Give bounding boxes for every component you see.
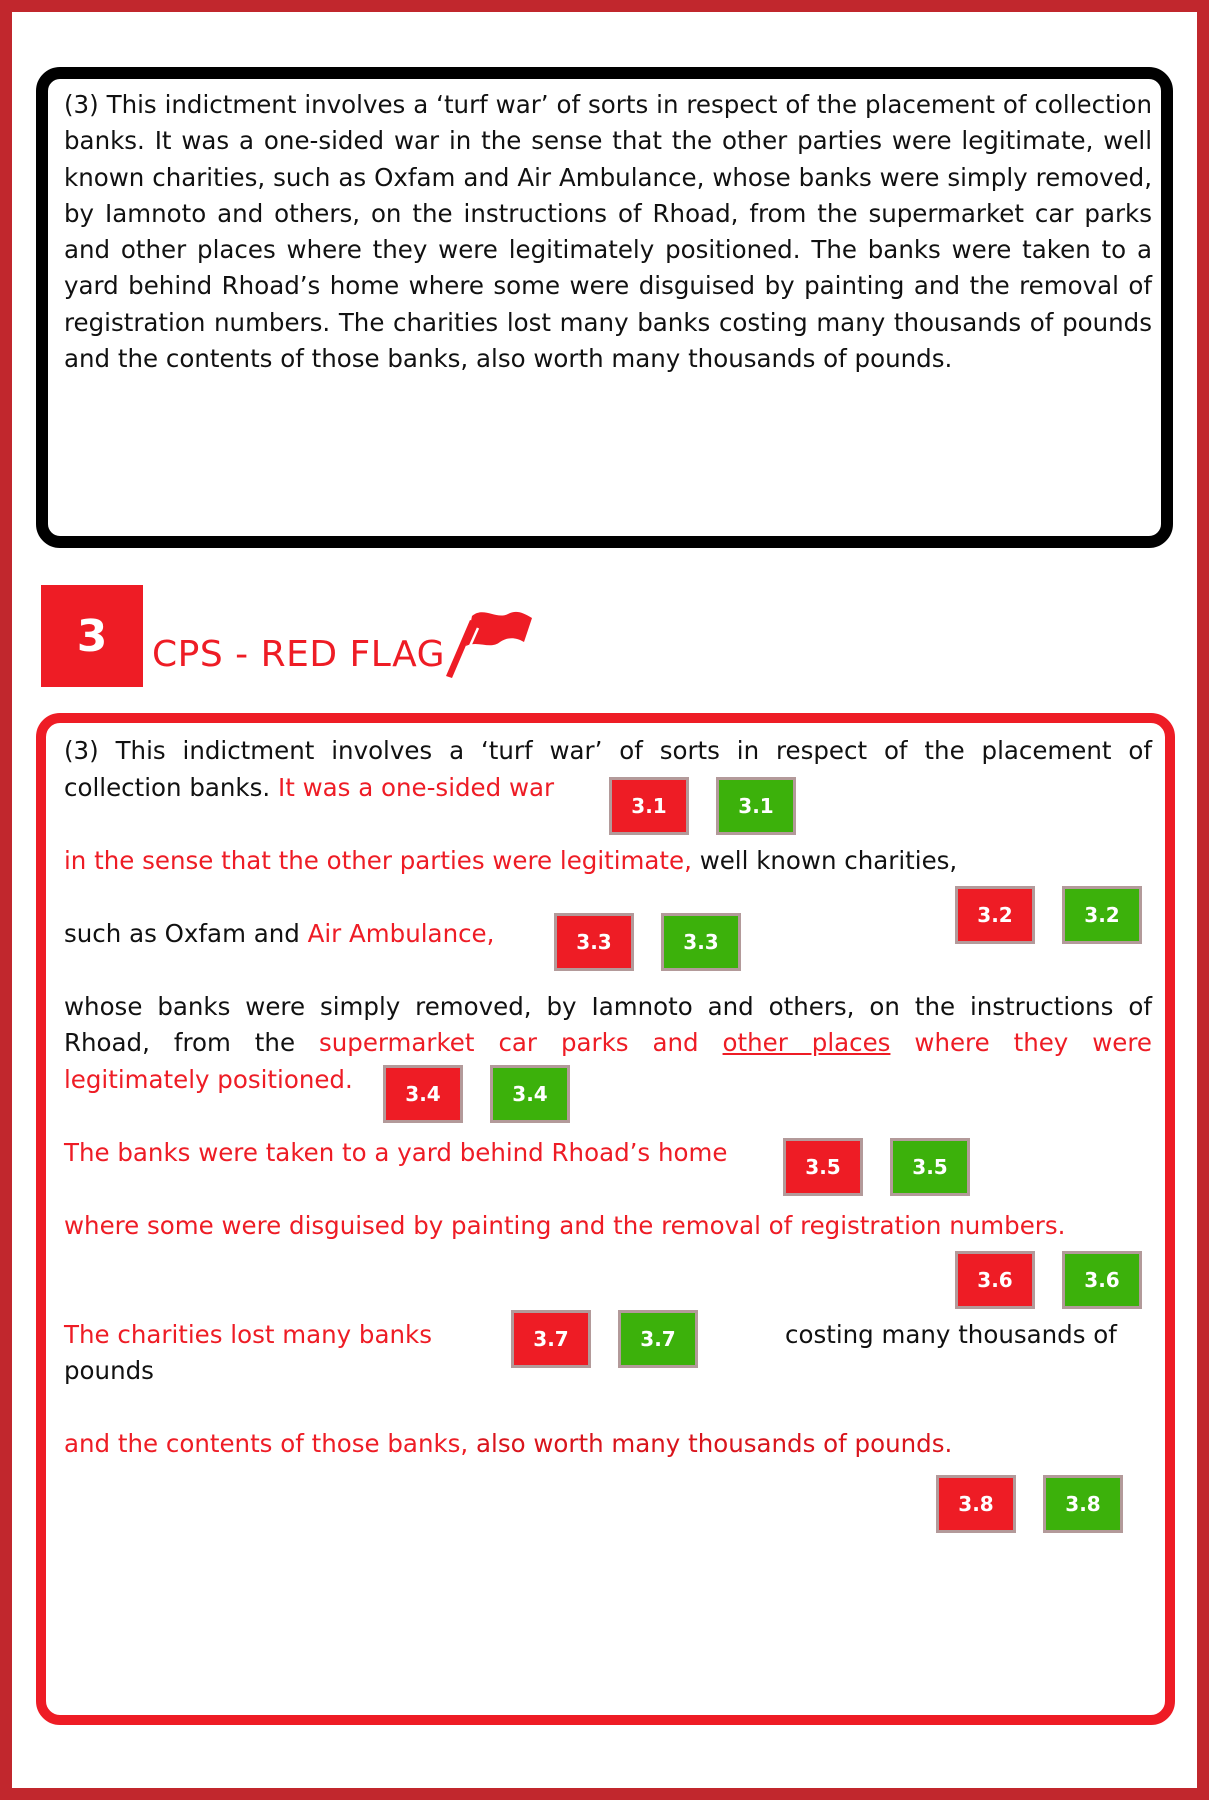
tag-red-3-4[interactable]: 3.4: [383, 1065, 463, 1123]
text-flagged: It was a one-sided war: [277, 773, 555, 802]
annotated-line-3: [64, 843, 957, 879]
annotated-line-2: [64, 770, 554, 806]
annotated-line-5: whose banks were simply removed, by Iamnoto and others, on the instructions of: [64, 992, 1152, 1021]
tag-red-3-7[interactable]: 3.7: [511, 1310, 591, 1368]
tag-red-3-8[interactable]: 3.8: [936, 1475, 1016, 1533]
tag-green-3-8[interactable]: 3.8: [1043, 1475, 1123, 1533]
summary-paragraph: (3) This indictment involves a ‘turf war’ of sorts in respect of the placement of collection banks. It was a one-sided war in the sense that the other parties were legitimate, well known charities, such as Oxfam and Air Ambulance, whose banks were simply removed, by Iamnoto and others, on the instructions of Rhoad, from the supermarket car parks and other places where they were legitimately positioned. The banks were taken to a yard behind Rhoad’s home where some were disguised by painting and the removal of registration numbers. The charities lost many banks costing many thousands of pounds and the contents of those banks, also worth many thousands of pounds.: [64, 90, 1152, 374]
text-plain: Rhoad, from the: [64, 1028, 296, 1057]
annotated-line-4: [64, 916, 494, 952]
section-number-badge: 3: [41, 585, 143, 687]
text-plain: such as Oxfam and: [64, 919, 300, 948]
section-title: CPS - RED FLAG: [152, 634, 445, 675]
annotated-line-6: [64, 1025, 1152, 1061]
tag-red-3-6[interactable]: 3.6: [955, 1251, 1035, 1309]
tag-green-3-2[interactable]: 3.2: [1062, 886, 1142, 944]
annotated-line-1: (3) This indictment involves a ‘turf war’ of sorts in respect of the placement of: [64, 736, 1152, 765]
tag-green-3-1[interactable]: 3.1: [716, 777, 796, 835]
tag-red-3-2[interactable]: 3.2: [955, 886, 1035, 944]
tag-red-3-5[interactable]: 3.5: [783, 1138, 863, 1196]
tag-red-3-3[interactable]: 3.3: [554, 913, 634, 971]
tag-green-3-5[interactable]: 3.5: [890, 1138, 970, 1196]
text-plain: well known charities,: [699, 846, 958, 875]
text-flagged: in the sense that the other parties were legitimate,: [64, 846, 692, 875]
text-flagged: where they were: [914, 1028, 1152, 1057]
text-plain: collection banks.: [64, 773, 271, 802]
red-flag-icon: [444, 606, 534, 678]
tag-red-3-1[interactable]: 3.1: [609, 777, 689, 835]
annotated-line-11: pounds: [64, 1356, 154, 1385]
text-flagged: and the contents of those banks,: [64, 1429, 469, 1458]
tag-green-3-6[interactable]: 3.6: [1062, 1251, 1142, 1309]
tag-green-3-7[interactable]: 3.7: [618, 1310, 698, 1368]
text-flagged: Air Ambulance,: [307, 919, 495, 948]
annotated-line-12: [64, 1426, 952, 1462]
tag-green-3-3[interactable]: 3.3: [661, 913, 741, 971]
annotated-line-10b: costing many thousands of: [785, 1320, 1117, 1349]
annotated-line-7: legitimately positioned.: [64, 1065, 353, 1094]
annotated-line-9: where some were disguised by painting and the removal of registration numbers.: [64, 1211, 1066, 1240]
annotated-line-10a: The charities lost many banks: [64, 1320, 432, 1349]
text-flagged: also worth many thousands of pounds.: [476, 1429, 953, 1458]
text-flagged: supermarket car parks and: [318, 1028, 699, 1057]
text-flagged-underlined: other places: [722, 1028, 891, 1057]
tag-green-3-4[interactable]: 3.4: [490, 1065, 570, 1123]
annotated-line-8: The banks were taken to a yard behind Rhoad’s home: [64, 1138, 728, 1167]
